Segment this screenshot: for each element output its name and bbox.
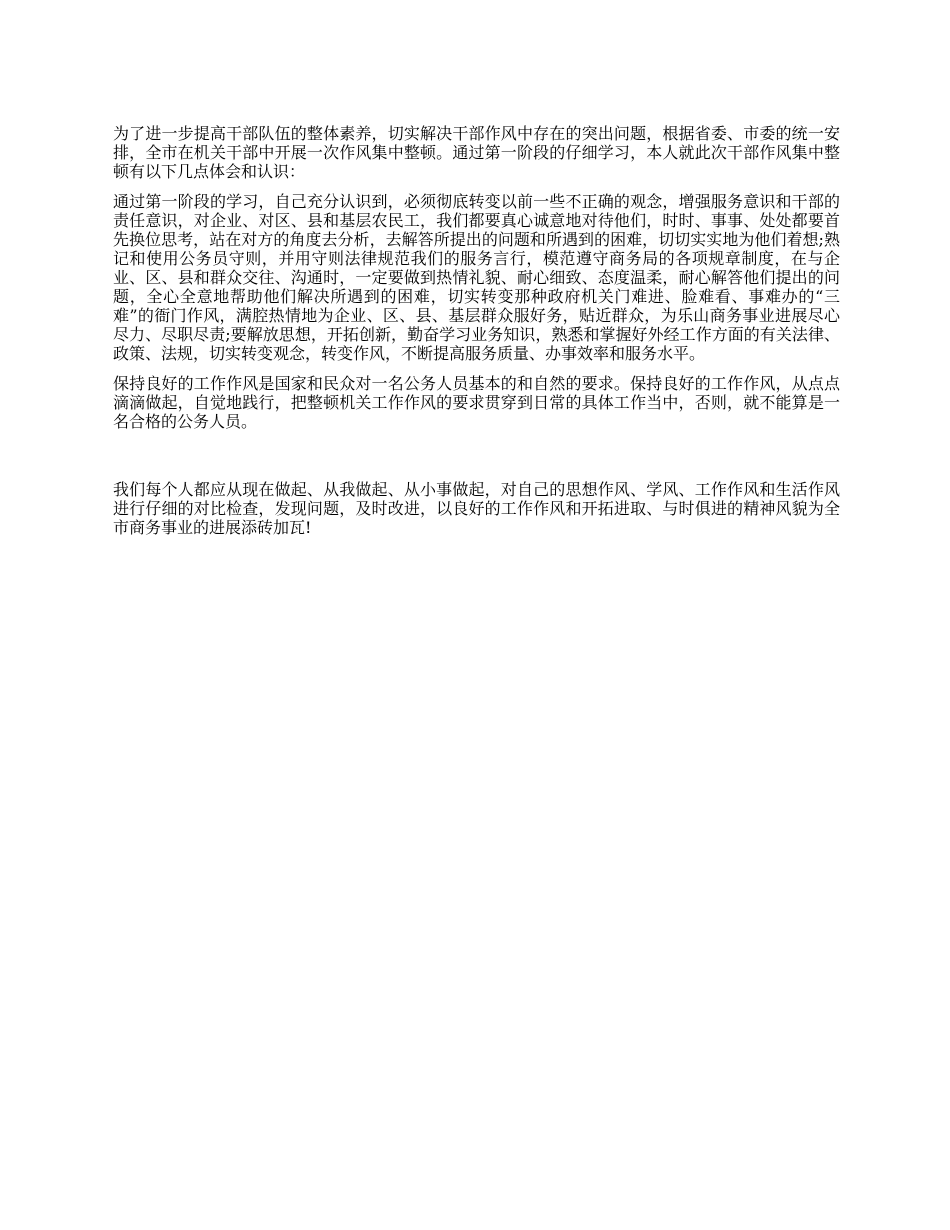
document-page <box>113 124 840 548</box>
paragraph-gap <box>113 442 840 480</box>
paragraph-conclusion: 我们每个人都应从现在做起、从我做起、从小事做起，对自己的思想作风、学风、工作作风和生活作风进行仔细的对比检查，发现问题，及时改进，以良好的工作作风和开拓进取、与时俱进的精神风貌为全市商务事业的进展添砖加瓦! <box>113 480 840 537</box>
paragraph-learning: 通过第一阶段的学习，自己充分认识到，必须彻底转变以前一些不正确的观念，增强服务意识和干部的责任意识，对企业、对区、县和基层农民工，我们都要真心诚意地对待他们，时时、事事、处处都要首先换位思考，站在对方的角度去分析，去解答所提出的问题和所遇到的困难，切切实实地为他们着想;熟记和使用公务员守则，并用守则法律规范我们的服务言行，模范遵守商务局的各项规章制度，在与企业、区、县和群众交往、沟通时，一定要做到热情礼貌、耐心细致、态度温柔，耐心解答他们提出的问题，全心全意地帮助他们解决所遇到的困难，切实转变那种政府机关门难进、脸难看、事难办的“三难”的衙门作风，满腔热情地为企业、区、县、基层群众服好务，贴近群众，为乐山商务事业进展尽心尽力、尽职尽责;要解放思想，开拓创新，勤奋学习业务知识，熟悉和掌握好外经工作方面的有关法律、政策、法规，切实转变观念，转变作风，不断提高服务质量、办事效率和服务水平。 <box>113 192 840 363</box>
paragraph-work-style: 保持良好的工作作风是国家和民众对一名公务人员基本的和自然的要求。保持良好的工作作风，从点点滴滴做起，自觉地践行，把整顿机关工作作风的要求贯穿到日常的具体工作当中，否则，就不能算是一名合格的公务人员。 <box>113 374 840 431</box>
paragraph-intro: 为了进一步提高干部队伍的整体素养，切实解决干部作风中存在的突出问题，根据省委、市委的统一安排，全市在机关干部中开展一次作风集中整顿。通过第一阶段的仔细学习，本人就此次干部作风集中整顿有以下几点体会和认识： <box>113 124 840 181</box>
